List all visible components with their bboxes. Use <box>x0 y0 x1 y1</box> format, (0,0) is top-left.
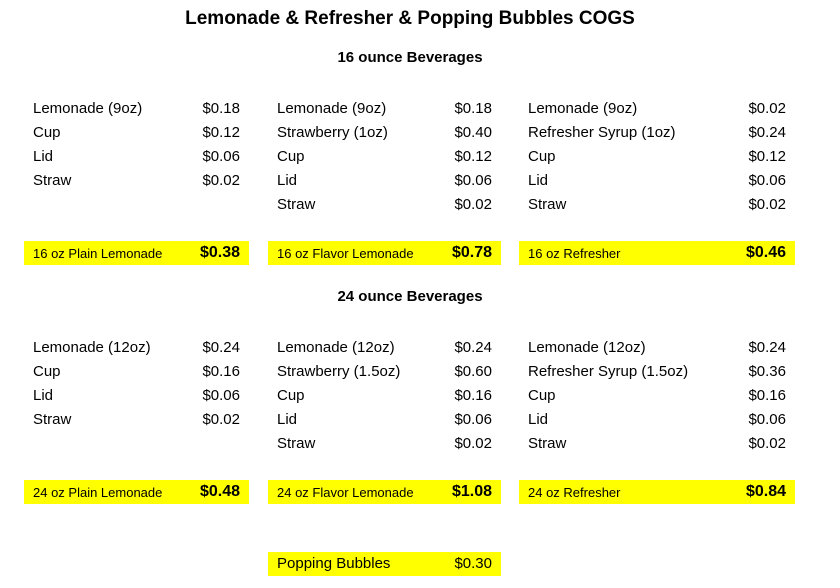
item-label: Refresher Syrup (1oz) <box>528 124 676 141</box>
total-label: 16 oz Refresher <box>528 246 621 261</box>
total-price: $0.48 <box>199 483 240 500</box>
item-label: Straw <box>277 435 316 452</box>
item-price: $0.02 <box>748 100 786 117</box>
item-label: Strawberry (1oz) <box>277 124 388 141</box>
item-label: Lemonade (9oz) <box>33 100 143 117</box>
cost-row <box>24 384 249 408</box>
item-price: $0.12 <box>454 148 492 165</box>
popping-bubbles-row <box>268 552 501 576</box>
cost-row <box>24 408 249 432</box>
item-price: $0.24 <box>454 339 492 356</box>
cost-row <box>519 193 795 217</box>
total-price: $0.78 <box>451 244 492 261</box>
cost-row <box>268 145 501 169</box>
cost-row <box>519 432 795 456</box>
total-row <box>519 241 795 265</box>
item-label: Straw <box>33 411 72 428</box>
item-label: Lid <box>277 411 298 428</box>
cost-row <box>268 97 501 121</box>
item-label: Cup <box>33 363 61 380</box>
cost-row <box>519 169 795 193</box>
item-price: $0.24 <box>202 339 240 356</box>
item-price: $0.40 <box>454 124 492 141</box>
popping-bubbles-label: Popping Bubbles <box>277 555 391 572</box>
item-label: Cup <box>277 387 305 404</box>
item-label: Lemonade (12oz) <box>277 339 395 356</box>
cost-row <box>519 145 795 169</box>
item-price: $0.06 <box>454 411 492 428</box>
item-price: $0.02 <box>748 435 786 452</box>
total-row <box>519 480 795 504</box>
item-price: $0.06 <box>202 387 240 404</box>
cost-row <box>268 408 501 432</box>
item-label: Refresher Syrup (1.5oz) <box>528 363 689 380</box>
item-label: Lemonade (12oz) <box>33 339 151 356</box>
page-title: Lemonade & Refresher & Popping Bubbles COGS <box>185 8 635 29</box>
item-price: $0.24 <box>748 124 786 141</box>
item-label: Lid <box>528 411 549 428</box>
cost-row <box>268 193 501 217</box>
cost-row <box>24 336 249 360</box>
cost-row <box>519 97 795 121</box>
item-price: $0.06 <box>454 172 492 189</box>
total-label: 24 oz Plain Lemonade <box>33 485 163 500</box>
item-price: $0.16 <box>748 387 786 404</box>
cost-row <box>268 169 501 193</box>
item-price: $0.06 <box>202 148 240 165</box>
item-label: Straw <box>528 435 567 452</box>
total-row <box>268 241 501 265</box>
section-heading: 16 ounce Beverages <box>337 49 483 66</box>
total-price: $0.38 <box>199 244 240 261</box>
item-label: Straw <box>33 172 72 189</box>
cost-row <box>268 121 501 145</box>
item-label: Cup <box>528 148 556 165</box>
item-price: $0.06 <box>748 411 786 428</box>
item-label: Lid <box>528 172 549 189</box>
item-price: $0.02 <box>202 411 240 428</box>
item-price: $0.12 <box>748 148 786 165</box>
item-label: Lid <box>33 387 54 404</box>
cost-row <box>519 360 795 384</box>
item-price: $0.36 <box>748 363 786 380</box>
item-price: $0.16 <box>202 363 240 380</box>
cost-row <box>24 145 249 169</box>
total-label: 16 oz Flavor Lemonade <box>277 246 414 261</box>
item-label: Strawberry (1.5oz) <box>277 363 401 380</box>
item-label: Straw <box>528 196 567 213</box>
item-price: $0.18 <box>202 100 240 117</box>
cost-row <box>268 384 501 408</box>
total-row <box>24 241 249 265</box>
total-row <box>268 480 501 504</box>
item-label: Cup <box>33 124 61 141</box>
item-price: $0.12 <box>202 124 240 141</box>
section-heading: 24 ounce Beverages <box>337 288 483 305</box>
total-label: 16 oz Plain Lemonade <box>33 246 163 261</box>
cost-row <box>268 360 501 384</box>
item-price: $0.18 <box>454 100 492 117</box>
cost-row <box>24 360 249 384</box>
item-price: $0.24 <box>748 339 786 356</box>
total-row <box>24 480 249 504</box>
item-price: $0.02 <box>454 435 492 452</box>
cost-row <box>24 121 249 145</box>
item-label: Lemonade (9oz) <box>277 100 387 117</box>
item-price: $0.02 <box>454 196 492 213</box>
item-label: Cup <box>528 387 556 404</box>
item-label: Straw <box>277 196 316 213</box>
item-price: $0.06 <box>748 172 786 189</box>
item-price: $0.60 <box>454 363 492 380</box>
item-label: Cup <box>277 148 305 165</box>
cost-row <box>24 97 249 121</box>
cost-row <box>519 121 795 145</box>
item-label: Lemonade (12oz) <box>528 339 646 356</box>
item-price: $0.02 <box>748 196 786 213</box>
total-price: $0.46 <box>745 244 786 261</box>
item-label: Lemonade (9oz) <box>528 100 638 117</box>
total-price: $0.84 <box>745 483 786 500</box>
total-label: 24 oz Refresher <box>528 485 621 500</box>
item-price: $0.16 <box>454 387 492 404</box>
popping-bubbles-price: $0.30 <box>454 555 492 572</box>
cost-row <box>519 408 795 432</box>
total-label: 24 oz Flavor Lemonade <box>277 485 414 500</box>
item-label: Lid <box>277 172 298 189</box>
item-price: $0.02 <box>202 172 240 189</box>
cost-row <box>24 169 249 193</box>
cost-row <box>268 336 501 360</box>
item-label: Lid <box>33 148 54 165</box>
total-price: $1.08 <box>451 483 492 500</box>
cost-row <box>268 432 501 456</box>
cost-row <box>519 384 795 408</box>
cost-row <box>519 336 795 360</box>
